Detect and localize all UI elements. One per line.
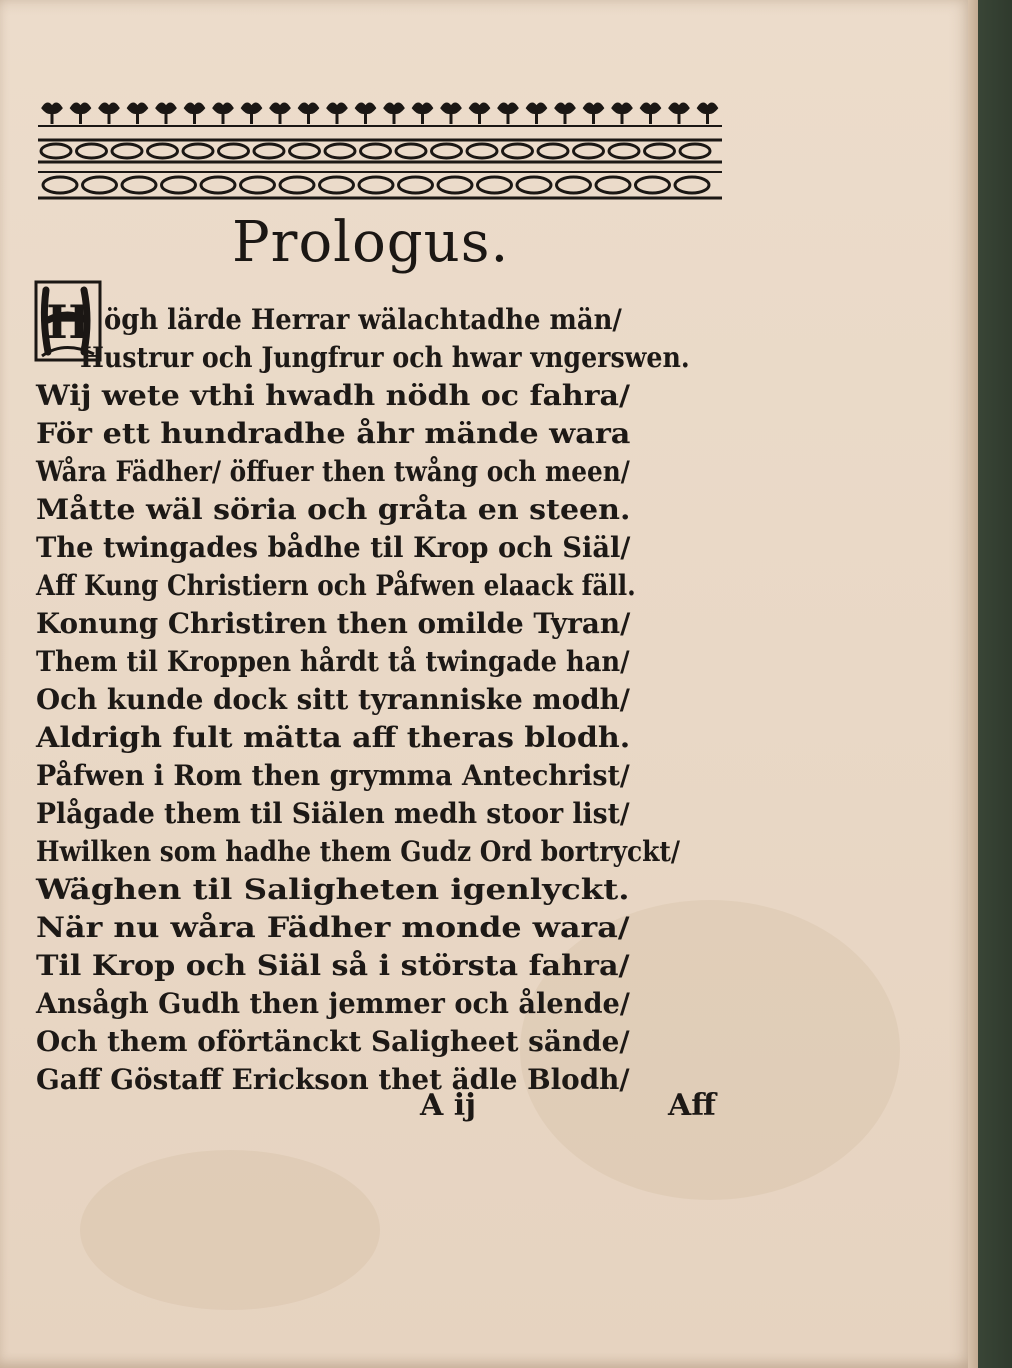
paper-stain — [80, 1150, 380, 1310]
chain-link-ornament — [290, 144, 320, 158]
chain-link-ornament — [361, 144, 391, 158]
poem-line: Påfwen i Rom then grymma Antechrist/ — [36, 759, 630, 792]
leaf-ornament — [385, 104, 403, 124]
poem-line: Wij wete vthi hwadh nödh oc fahra/ — [36, 379, 630, 412]
chain-link-ornament — [41, 144, 71, 158]
leaf-ornament — [414, 104, 432, 124]
chain-link-ornament — [320, 177, 354, 193]
chain-link-ornament — [467, 144, 497, 158]
poem-line: Plågade them til Siälen medh stoor list/ — [36, 797, 630, 830]
page-title: Prologus. — [232, 210, 510, 275]
chain-link-ornament — [359, 177, 393, 193]
poem-line: Måtte wäl söria och gråta en steen. — [36, 493, 631, 526]
chain-link-ornament — [636, 177, 670, 193]
poem-line: Wäghen til Saligheten igenlyckt. — [36, 873, 630, 906]
leaf-ornament — [300, 104, 318, 124]
poem-line: Them til Kroppen hårdt tå twingade han/ — [36, 645, 630, 678]
poem-line: När nu wåra Fädher monde wara/ — [36, 911, 630, 944]
leaf-ornament — [214, 104, 232, 124]
poem-line: Konung Christiren then omilde Tyran/ — [36, 607, 631, 640]
poem-line: Til Krop och Siäl så i största fahra/ — [36, 949, 630, 982]
chain-link-ornament — [43, 177, 77, 193]
chain-link-ornament — [112, 144, 142, 158]
leaf-ornament — [328, 104, 346, 124]
leaf-ornament — [186, 104, 204, 124]
chain-link-ornament — [83, 177, 117, 193]
poem-line: Hustrur och Jungfrur och hwar vngerswen. — [80, 341, 690, 374]
chain-link-ornament — [148, 144, 178, 158]
chain-link-ornament — [645, 144, 675, 158]
signature-mark: A ij — [420, 1088, 476, 1123]
chain-link-ornament — [396, 144, 426, 158]
leaf-ornament — [585, 104, 603, 124]
poem-line: The twingades bådhe til Krop och Siäl/ — [36, 531, 631, 564]
leaf-ornament — [357, 104, 375, 124]
chain-link-ornament — [77, 144, 107, 158]
chain-link-ornament — [478, 177, 512, 193]
chain-link-ornament — [517, 177, 551, 193]
leaf-ornament — [271, 104, 289, 124]
chain-link-ornament — [122, 177, 156, 193]
chain-link-ornament — [325, 144, 355, 158]
leaf-ornament — [556, 104, 574, 124]
poem-line: Aldrigh fult mätta aff theras blodh. — [36, 721, 631, 754]
leaf-ornament — [100, 104, 118, 124]
leaf-ornament — [699, 104, 717, 124]
poem-line: ögh lärde Herrar wälachtadhe män/ — [104, 303, 622, 336]
chain-link-ornament — [609, 144, 639, 158]
chain-link-ornament — [538, 144, 568, 158]
chain-link-ornament — [574, 144, 604, 158]
drop-cap-letter: H — [46, 295, 90, 349]
poem-line: Ansågh Gudh then jemmer och ålende/ — [36, 987, 630, 1020]
chain-link-ornament — [438, 177, 472, 193]
leaf-ornament — [72, 104, 90, 124]
chain-link-ornament — [557, 177, 591, 193]
page-edge — [968, 0, 978, 1368]
poem-line: Gaff Göstaff Erickson thet ädle Blodh/ — [36, 1063, 630, 1096]
leaf-ornament — [243, 104, 261, 124]
poem-line: Aff Kung Christiern och Påfwen elaack fäll. — [36, 569, 636, 602]
chain-link-ornament — [254, 144, 284, 158]
leaf-ornament — [642, 104, 660, 124]
leaf-ornament — [157, 104, 175, 124]
leaf-ornament — [528, 104, 546, 124]
chain-link-ornament — [219, 144, 249, 158]
chain-link-ornament — [241, 177, 275, 193]
chain-link-ornament — [162, 177, 196, 193]
chain-link-ornament — [201, 177, 235, 193]
chain-link-ornament — [680, 144, 710, 158]
chain-link-ornament — [432, 144, 462, 158]
ornamental-header-band — [38, 98, 722, 200]
chain-link-ornament — [596, 177, 630, 193]
leaf-ornament — [670, 104, 688, 124]
catchword: Aff — [668, 1088, 716, 1123]
poem-line: Och kunde dock sitt tyranniske modh/ — [36, 683, 630, 716]
leaf-ornament — [613, 104, 631, 124]
leaf-ornament — [43, 104, 61, 124]
leaf-ornament — [442, 104, 460, 124]
poem-line: För ett hundradhe åhr mände wara — [36, 417, 631, 450]
chain-link-ornament — [183, 144, 213, 158]
chain-link-ornament — [399, 177, 433, 193]
poem-line: Wåra Fädher/ öffuer then twång och meen/ — [36, 455, 630, 488]
chain-link-ornament — [675, 177, 709, 193]
chain-link-ornament — [503, 144, 533, 158]
leaf-ornament — [499, 104, 517, 124]
chain-link-ornament — [280, 177, 314, 193]
poem-line: Och them oförtänckt Saligheet sände/ — [36, 1025, 630, 1058]
poem-line: Hwilken som hadhe them Gudz Ord bortryckt/ — [36, 835, 680, 868]
leaf-ornament — [471, 104, 489, 124]
leaf-ornament — [129, 104, 147, 124]
